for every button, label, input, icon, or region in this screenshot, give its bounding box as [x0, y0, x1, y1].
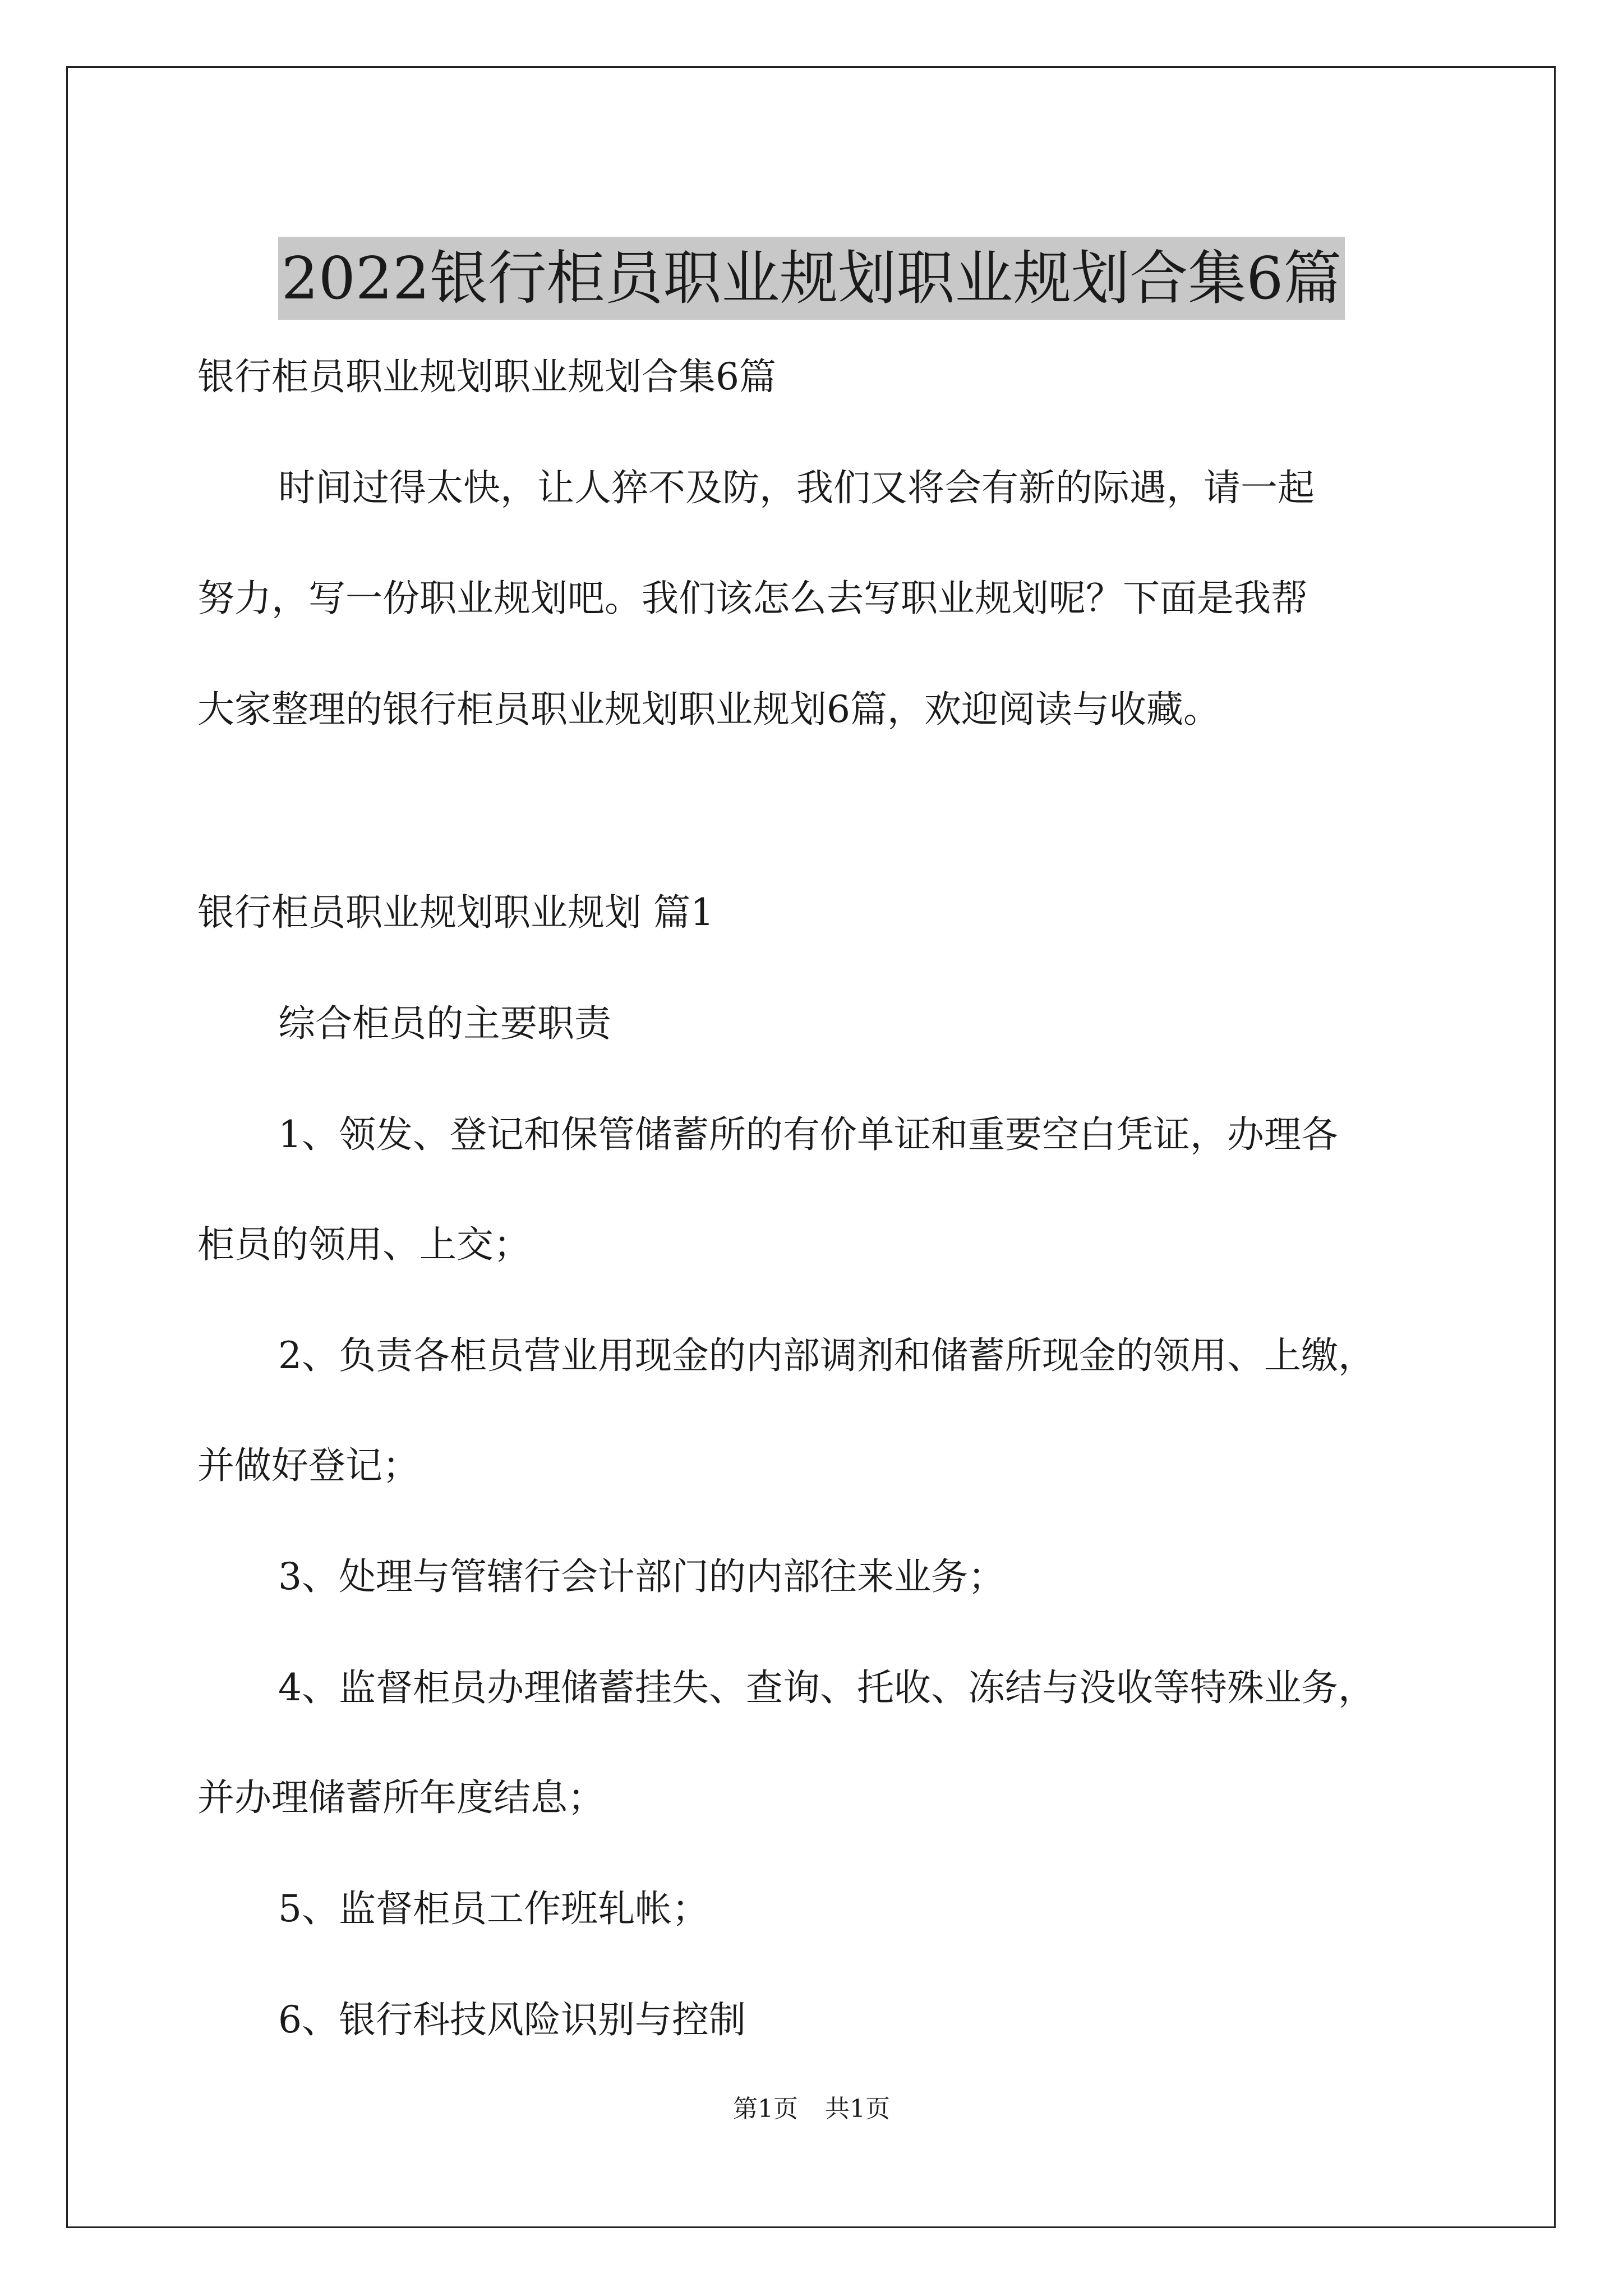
title-container [0, 197, 1623, 358]
list-item-6: 6、银行科技风险识别与控制 [278, 1998, 746, 2041]
intro-line-2: 努力，写一份职业规划吧。我们该怎么去写职业规划呢？下面是我帮 [197, 577, 1308, 620]
list-item-4-line-2: 并办理储蓄所年度结息； [197, 1776, 605, 1819]
list-item-4-line-1: 4、监督柜员办理储蓄挂失、查询、托收、冻结与没收等特殊业务， [278, 1666, 1375, 1709]
list-item-1-line-2: 柜员的领用、上交； [197, 1223, 531, 1266]
page-number-current: 第1页 [733, 2095, 798, 2123]
intro-line-1: 时间过得太快，让人猝不及防，我们又将会有新的际遇，请一起 [278, 466, 1315, 509]
page-footer [0, 2092, 1623, 2126]
section-heading: 银行柜员职业规划职业规划 篇1 [197, 891, 714, 934]
list-item-5: 5、监督柜员工作班轧帐； [278, 1887, 709, 1930]
list-item-2-line-1: 2、负责各柜员营业用现金的内部调剂和储蓄所现金的领用、上缴， [278, 1334, 1375, 1377]
list-item-3: 3、处理与管辖行会计部门的内部往来业务； [278, 1555, 1005, 1598]
document-title: 2022银行柜员职业规划职业规划合集6篇 [278, 237, 1345, 320]
list-item-2-line-2: 并做好登记； [197, 1444, 419, 1487]
intro-line-3: 大家整理的银行柜员职业规划职业规划6篇，欢迎阅读与收藏。 [197, 688, 1220, 731]
list-item-1-line-1: 1、领发、登记和保管储蓄所的有价单证和重要空白凭证，办理各 [278, 1113, 1338, 1156]
duties-heading: 综合柜员的主要职责 [278, 1002, 611, 1045]
document-subtitle: 银行柜员职业规划职业规划合集6篇 [197, 355, 776, 398]
page-number-total: 共1页 [825, 2095, 890, 2123]
